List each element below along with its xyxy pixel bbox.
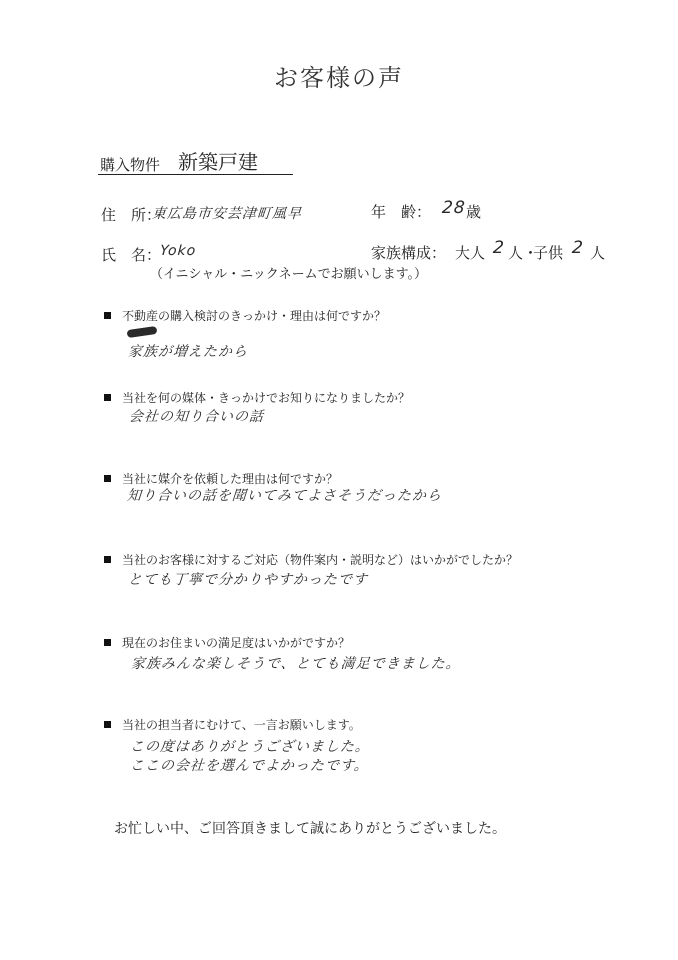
question-2 [104, 389, 410, 406]
page-title: お客様の声 [274, 64, 404, 92]
property-label: 購入物件 [100, 156, 161, 174]
family-children-label: 子供 [533, 244, 564, 262]
answer-1: 家族が増えたから [127, 344, 249, 360]
name-label: 氏 名： [101, 246, 162, 264]
question-text: 当社のお客様に対するご対応（物件案内・説明など）はいかがでしたか？ [122, 553, 519, 567]
question-4 [104, 551, 518, 568]
age-value: 28 [441, 198, 467, 218]
address-label: 住 所： [101, 206, 162, 224]
family-children-value: 2 [571, 238, 585, 258]
family-label: 家族構成： [371, 244, 447, 262]
question-text: 当社の担当者にむけて、一言お願いします。 [122, 718, 361, 732]
name-note: （イニシャル・ニックネームでお願いします。） [150, 267, 428, 282]
bullet-square-icon [104, 639, 111, 646]
property-value: 新築戸建 [178, 150, 258, 174]
name-value: Yoko [159, 243, 197, 259]
question-text: 不動産の購入検討のきっかけ・理由は何ですか？ [122, 309, 387, 323]
bullet-square-icon [104, 721, 111, 728]
address-value: 東広島市安芸津町風早 [151, 206, 303, 222]
family-adults-unit: 人・ [508, 244, 539, 262]
answer-4: とても丁寧で分かりやすかったです [127, 572, 369, 588]
question-text: 当社に媒介を依頼した理由は何ですか？ [122, 472, 339, 486]
family-adults-label: 大人 [455, 244, 486, 262]
family-adults-value: 2 [492, 238, 506, 258]
answer-3: 知り合いの話を聞いてみてよさそうだったから [126, 488, 443, 504]
answer-2: 会社の知り合いの話 [128, 409, 265, 425]
family-children-unit: 人 [590, 244, 606, 262]
bullet-square-icon [104, 475, 111, 482]
question-6 [104, 716, 361, 733]
bullet-square-icon [104, 394, 111, 401]
age-unit: 歳 [466, 203, 482, 221]
answer-6-line-1: この度はありがとうございました。 [129, 739, 371, 755]
question-text: 現在のお住まいの満足度はいかがですか？ [122, 636, 351, 650]
answer-5: 家族みんな楽しそうで、とても満足できました。 [130, 656, 462, 672]
closing-message: お忙しい中、ご回答頂きまして誠にありがとうございました。 [114, 821, 506, 837]
bullet-square-icon [104, 556, 111, 563]
question-text: 当社を何の媒体・きっかけでお知りになりましたか？ [122, 391, 411, 405]
answer-6-line-2: ここの会社を選んでよかったです。 [129, 758, 370, 774]
property-underline [98, 174, 293, 175]
crossed-out-scribble [127, 326, 158, 338]
question-1 [104, 307, 386, 324]
question-5 [104, 634, 350, 651]
age-label: 年 齢： [371, 203, 432, 221]
bullet-square-icon [104, 312, 111, 319]
